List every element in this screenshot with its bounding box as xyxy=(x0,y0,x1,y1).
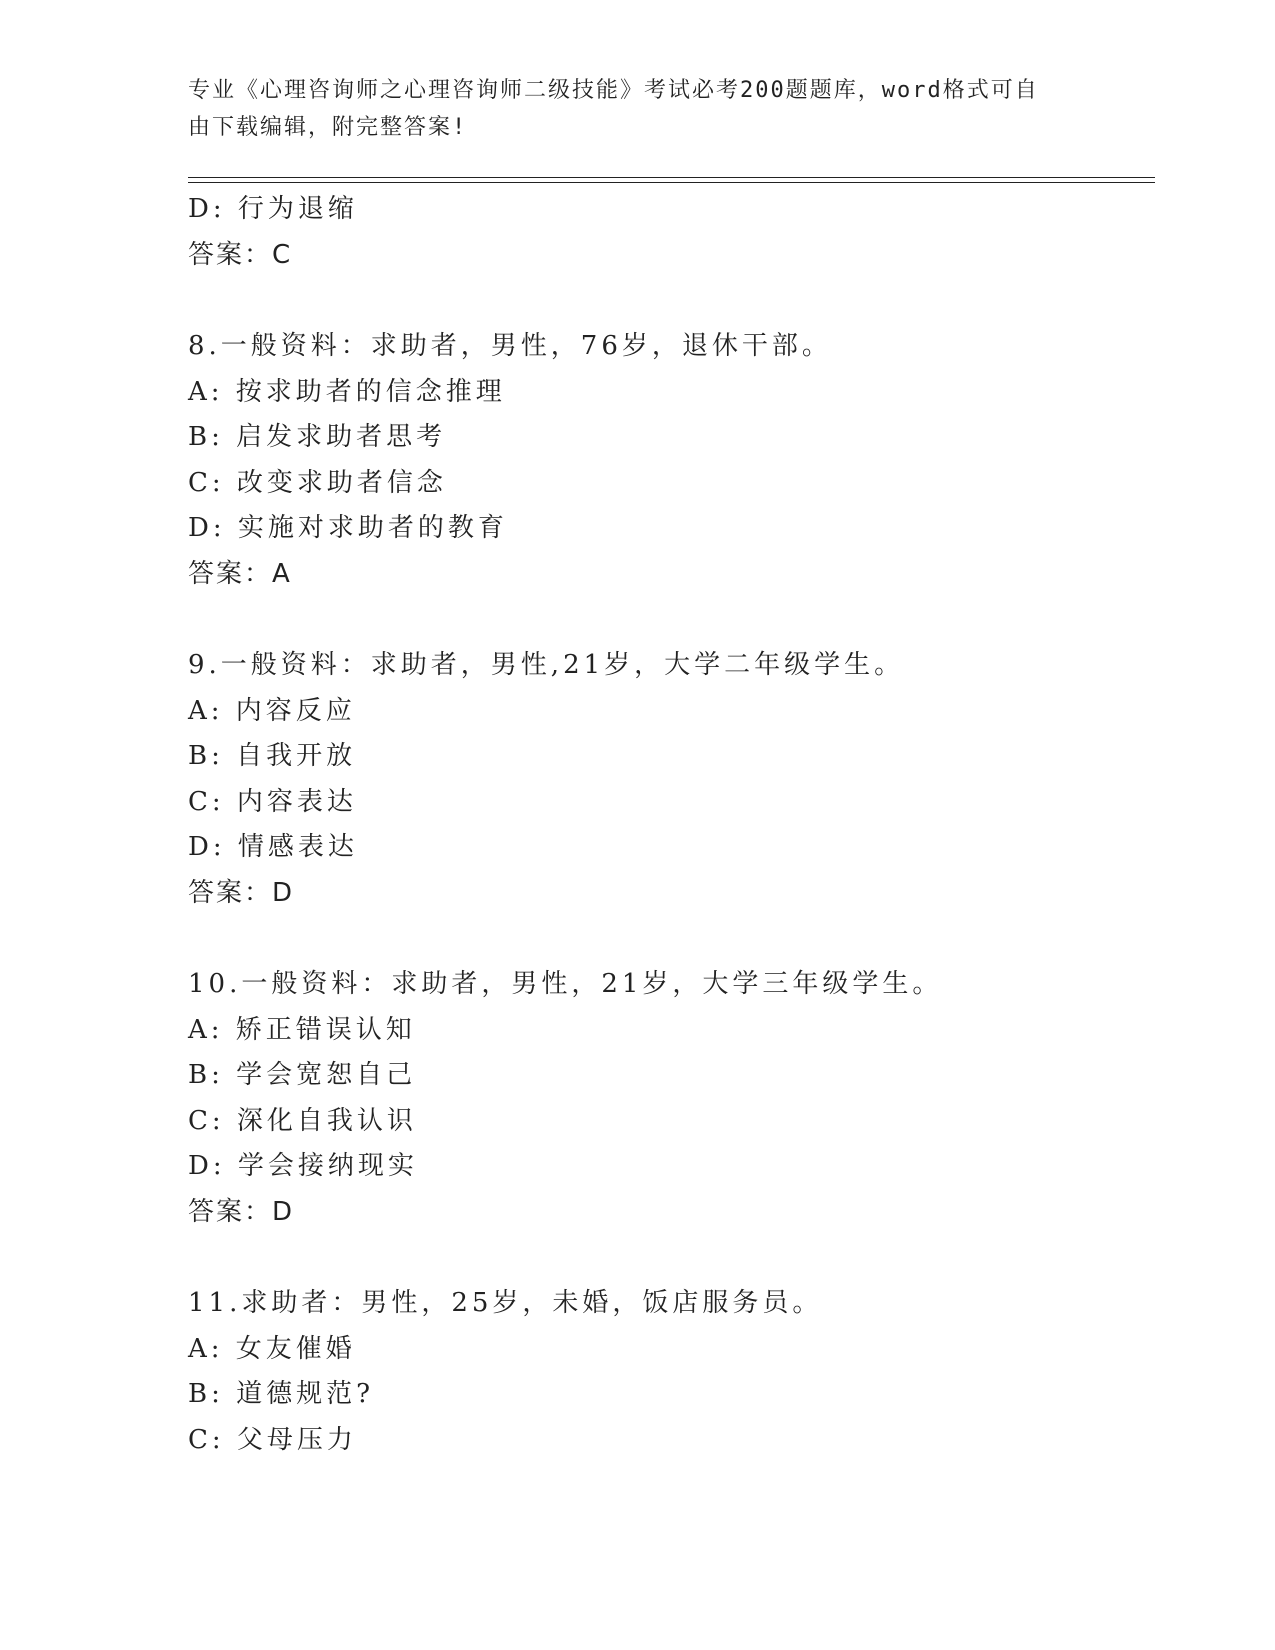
document-header xyxy=(188,72,1068,146)
spacer xyxy=(188,597,1148,643)
spacer xyxy=(188,278,1148,324)
question-10 xyxy=(188,962,1148,1235)
prev-answer: 答案：C xyxy=(188,239,293,270)
option-b: B: 自我开放 xyxy=(188,741,357,771)
header-rule-bottom xyxy=(188,182,1155,183)
question-8 xyxy=(188,324,1148,597)
header-line-1: 专业《心理咨询师之心理咨询师二级技能》考试必考200题题库，word格式可自 xyxy=(188,78,1039,103)
option-a: A: 内容反应 xyxy=(188,695,356,726)
question-list xyxy=(188,187,1148,1463)
option-c: C: 内容表达 xyxy=(188,786,357,817)
option-d: D: 情感表达 xyxy=(188,832,358,862)
question-9 xyxy=(188,643,1148,916)
spacer xyxy=(188,916,1148,962)
option-c: C: 深化自我认识 xyxy=(188,1105,417,1136)
question-stem: 11.求助者：男性，25岁，未婚，饭店服务员。 xyxy=(188,1288,823,1318)
option-a: A: 女友催婚 xyxy=(188,1333,356,1364)
header-rule-top xyxy=(188,177,1155,178)
prev-option-d: D: 行为退缩 xyxy=(188,194,358,224)
spacer xyxy=(188,1235,1148,1281)
header-line-2: 由下载编辑，附完整答案! xyxy=(188,115,468,140)
option-b: B: 启发求助者思考 xyxy=(188,422,447,452)
question-stem: 8.一般资料：求助者，男性，76岁，退休干部。 xyxy=(188,331,832,361)
option-a: A: 按求助者的信念推理 xyxy=(188,376,506,407)
option-c: C: 父母压力 xyxy=(188,1424,357,1455)
question-stem: 10.一般资料：求助者，男性，21岁，大学三年级学生。 xyxy=(188,969,943,999)
option-b: B: 学会宽恕自己 xyxy=(188,1060,417,1090)
answer: 答案：D xyxy=(188,877,295,908)
option-d: D: 学会接纳现实 xyxy=(188,1151,418,1181)
answer: 答案：A xyxy=(188,558,292,589)
question-stem: 9.一般资料：求助者，男性,21岁，大学二年级学生。 xyxy=(188,650,905,680)
option-a: A: 矫正错误认知 xyxy=(188,1014,416,1045)
question-11 xyxy=(188,1281,1148,1463)
option-b: B: 道德规范? xyxy=(188,1379,375,1409)
option-d: D: 实施对求助者的教育 xyxy=(188,513,508,543)
answer: 答案：D xyxy=(188,1196,295,1227)
option-c: C: 改变求助者信念 xyxy=(188,467,447,498)
